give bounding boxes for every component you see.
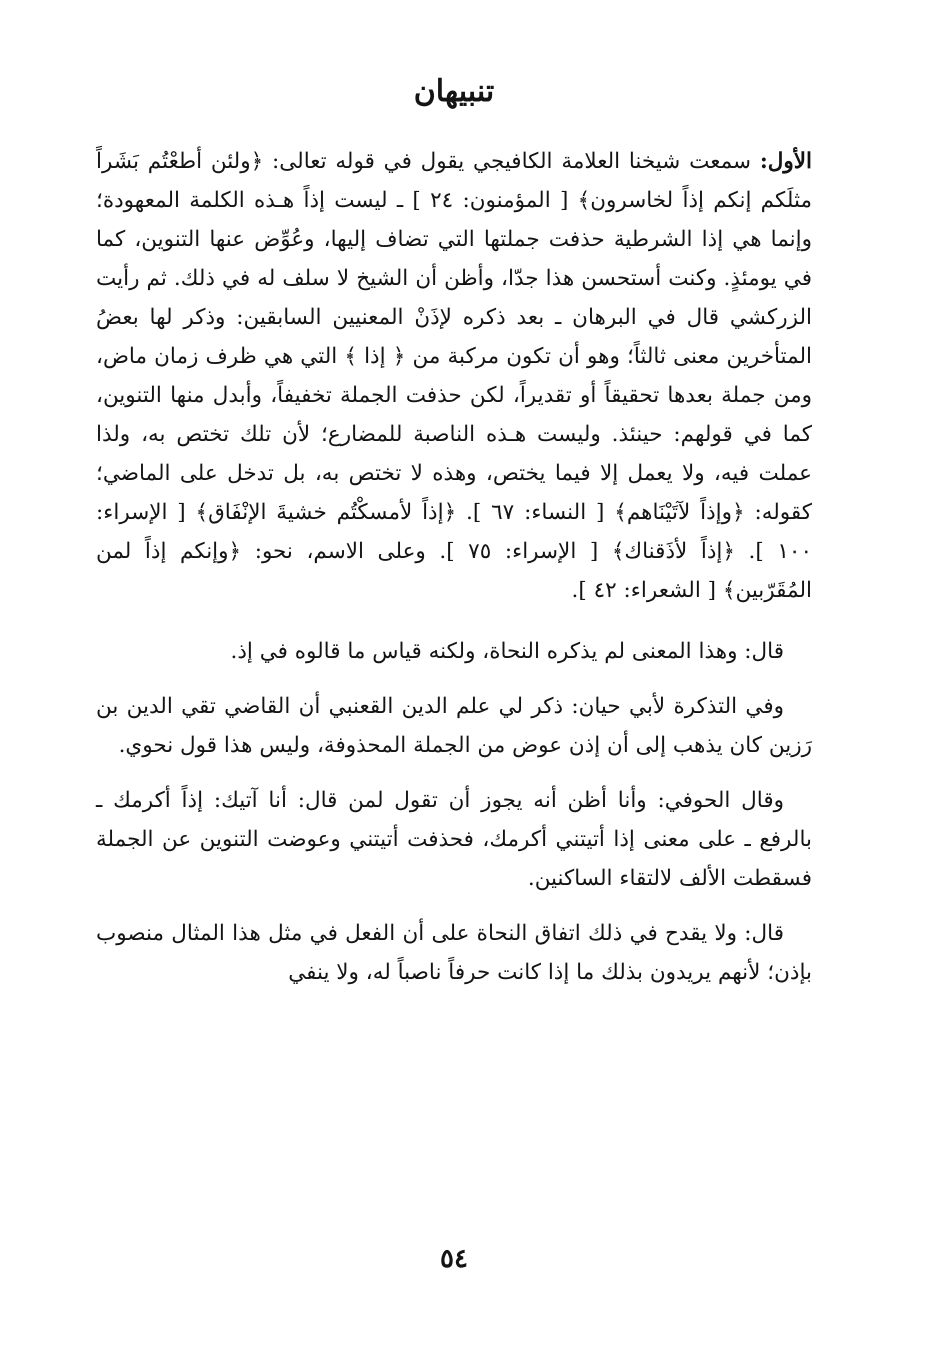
- page-number: ٥٤: [440, 1244, 468, 1274]
- page-title: تنبيهان: [413, 74, 495, 109]
- paragraph-5: قال: ولا يقدح في ذلك اتفاق النحاة على أن الفعل في مثل هذا المثال منصوب بإذن؛ لأنهم يريدون بذلك ما إذا كانت حرفاً ناصباً له، ولا ينفي: [96, 921, 812, 985]
- paragraph-2: قال: وهذا المعنى لم يذكره النحاة، ولكنه قياس ما قالوه في إذ.: [230, 639, 784, 664]
- paragraph-1-lead: الأول:: [759, 149, 812, 174]
- paragraph-1-text: سمعت شيخنا العلامة الكافيجي يقول في قوله تعالى: ﴿ولئن أطعْتُم بَشَراً مثلَكم إنكم إذاً لخاسرون﴾ [ المؤمنون: ٢٤ ] ـ ليست إذاً هـذه الكلمة المعهودة؛ وإنما هي إذا الشرطية حذفت جملتها التي تضاف إليها، وعُوِّض عنها التنوين، كما في يومئذٍ. وكنت أستحسن هذا جدّا، وأظن أن الشيخ لا سلف له في ذلك. ثم رأيت الزركشي قال في البرهان ـ بعد ذكره لإذَنْ المعنيين السابقين: وذكر لها بعضُ المتأخرين معنى ثالثاً؛ وهو أن تكون مركبة من ﴿ إذا ﴾ التي هي ظرف زمان ماض، ومن جملة بعدها تحقيقاً أو تقديراً، لكن حذفت الجملة تخفيفاً، وأبدل منها التنوين، كما في قولهم: حينئذ. وليست هـذه الناصبة للمضارع؛ لأن تلك تختص به، ولذا عملت فيه، ولا يعمل إلا فيما يختص، وهذه لا تختص به، بل تدخل على الماضي؛ كقوله: ﴿وإذاً لآتَيْنَاهم﴾ [ النساء: ٦٧ ]. ﴿إذاً لأمسكْتُم خشيةَ الإنْفَاق﴾ [ الإسراء: ١٠٠ ]. ﴿إذاً لأذَقناك﴾ [ الإسراء: ٧٥ ]. وعلى الاسم، نحو: ﴿وإنكم إذاً لمن المُقَرّبين﴾ [ الشعراء: ٤٢ ].: [96, 149, 812, 603]
- paragraph-1: [96, 142, 812, 610]
- document-page: [96, 72, 812, 1312]
- paragraph-3: وفي التذكرة لأبي حيان: ذكر لي علم الدين القعنبي أن القاضي تقي الدين بن رَزين كان يذهب إلى أن إذن عوض من الجملة المحذوفة، وليس هذا قول نحوي.: [96, 694, 812, 758]
- paragraph-4: وقال الحوفي: وأنا أظن أنه يجوز أن تقول لمن قال: أنا آتيك: إذاً أكرمك ـ بالرفع ـ على معنى إذا أتيتني أكرمك، فحذفت أتيتني وعوضت التنوين عن الجملة فسقطت الألف لالتقاء الساكنين.: [96, 788, 812, 891]
